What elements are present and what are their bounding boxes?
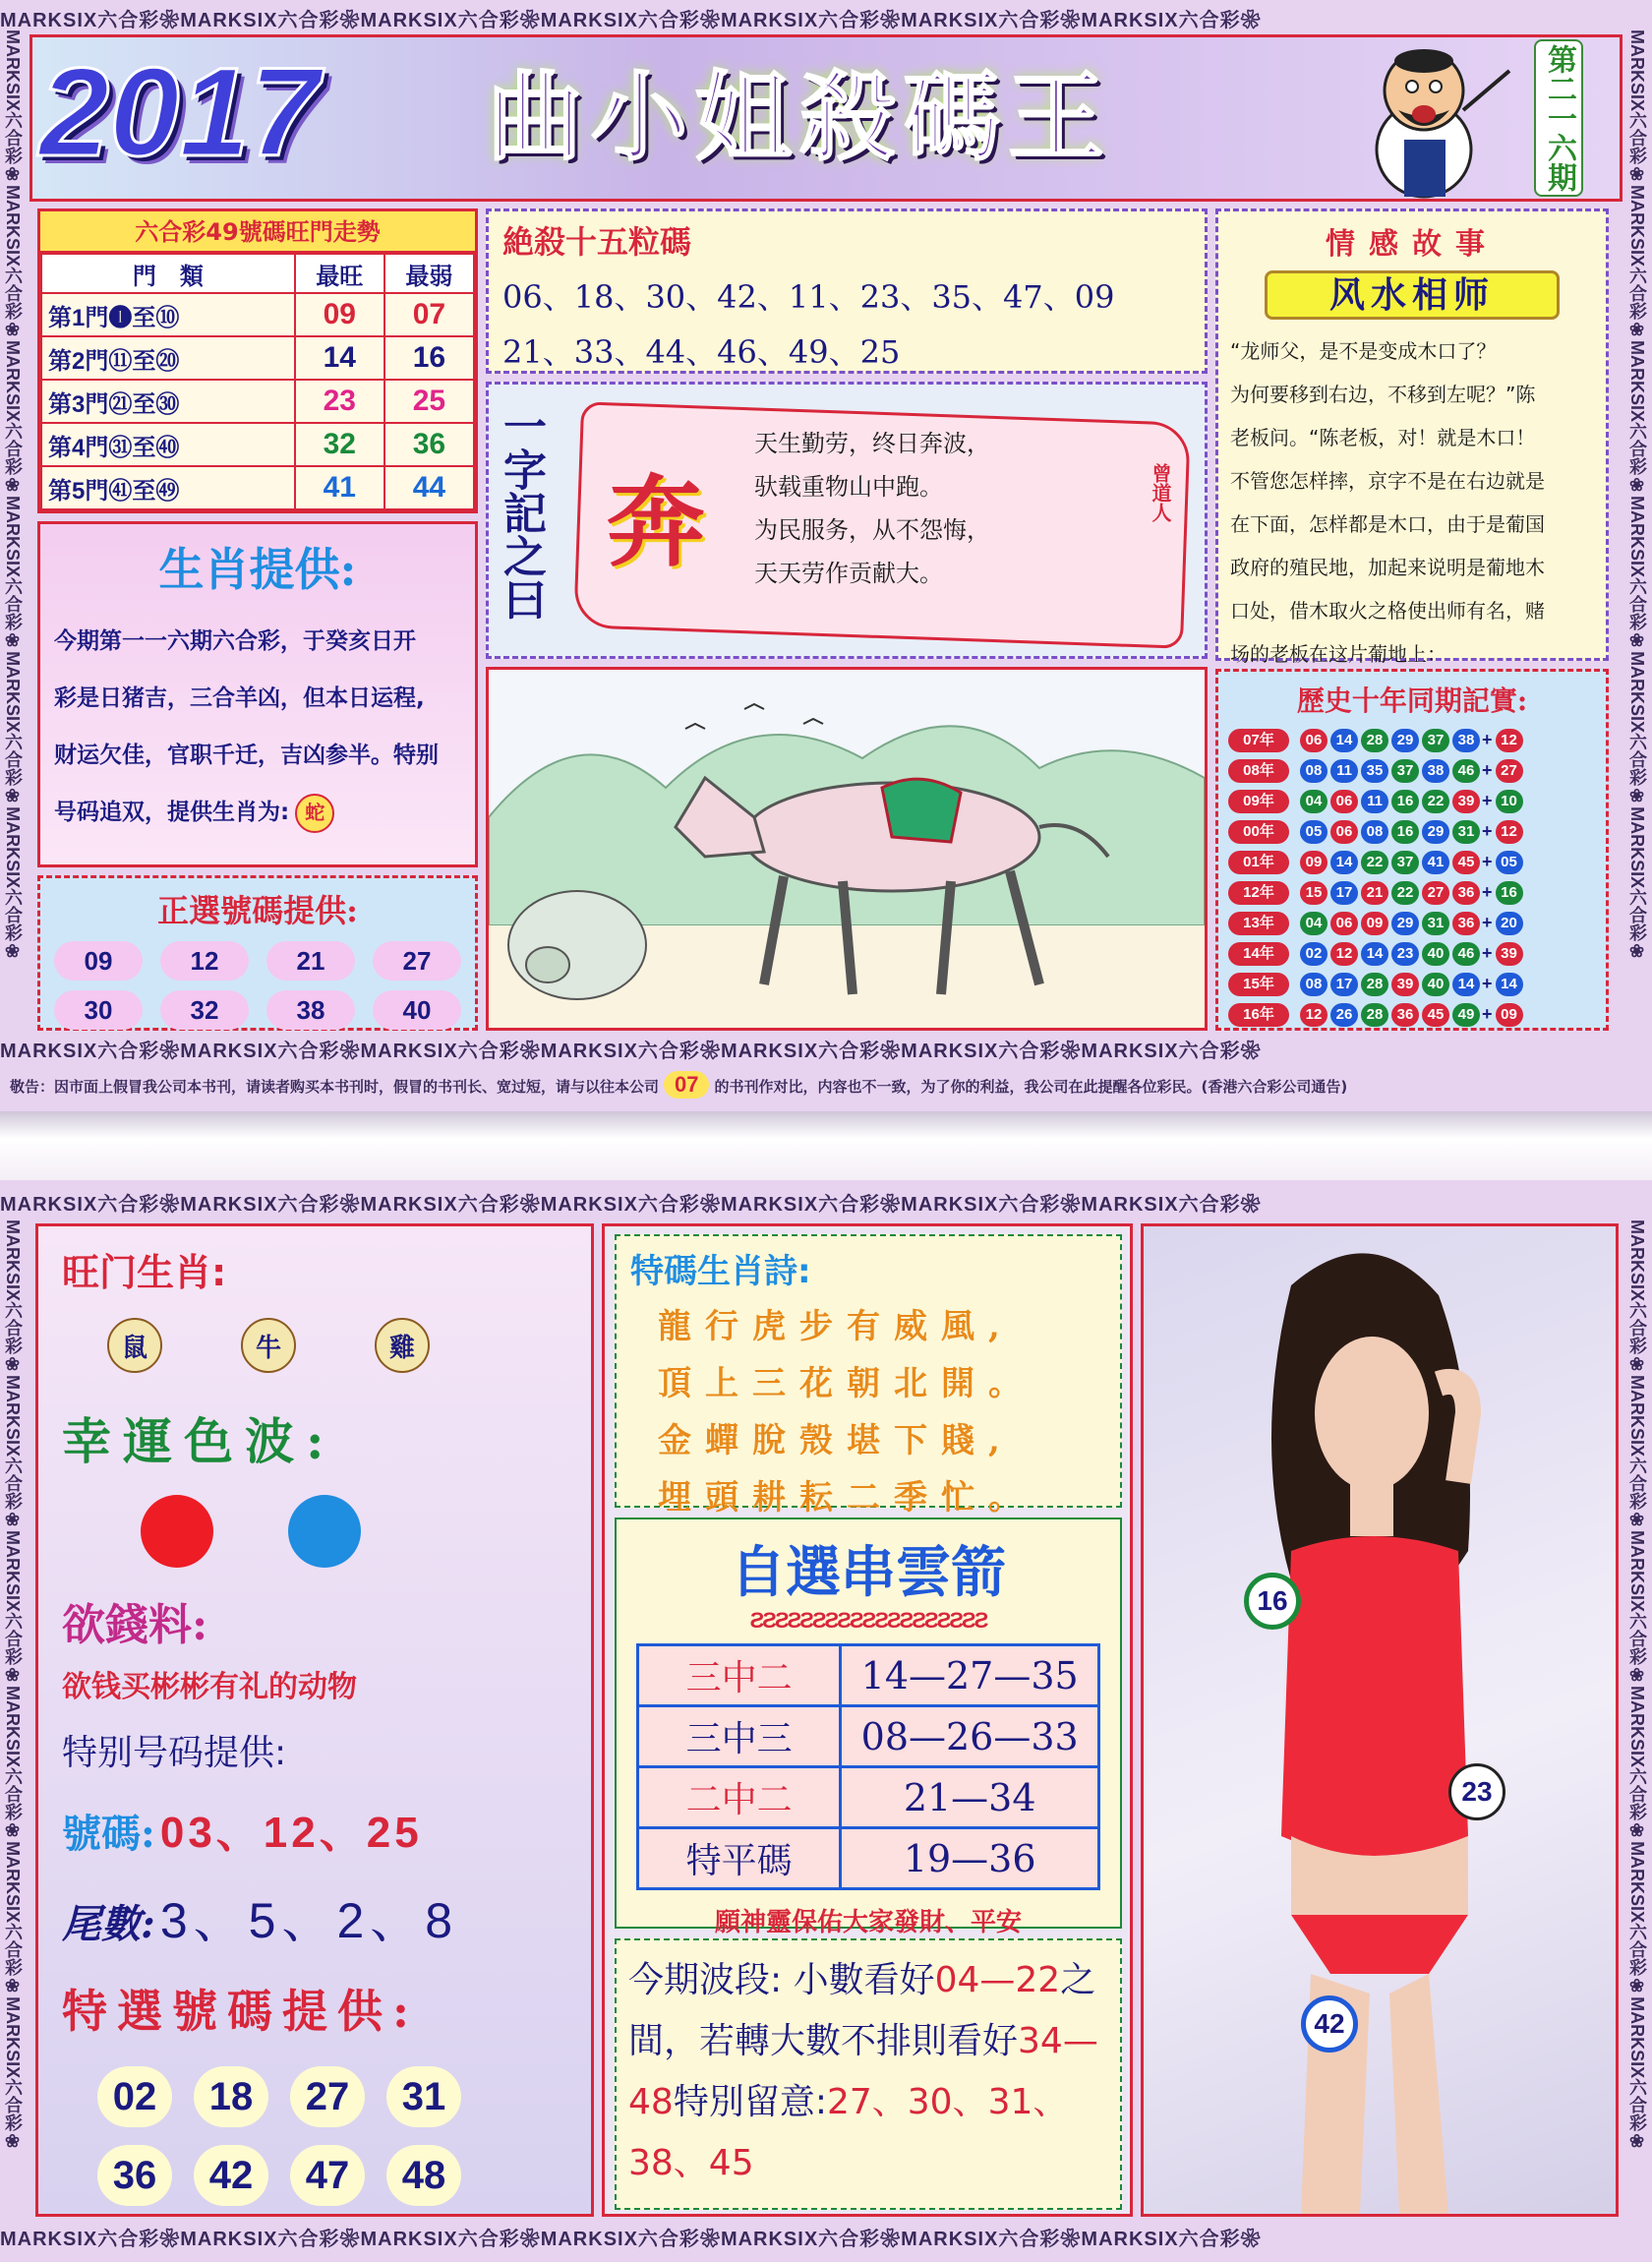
story-title: 风水相师 [1265,270,1560,320]
history-number: 40 [1422,942,1449,966]
history-number: 31 [1422,912,1449,935]
table-row: 第3門㉑至㉚ 23 25 [41,380,474,423]
history-special: 09 [1496,1003,1523,1027]
arrow-blessing: 願神靈保佑大家發財、平安 [714,1908,1022,1937]
tail-line: 尾數: 3、5、2、8 [62,1893,459,1948]
history-number: 05 [1300,820,1328,844]
history-panel [1215,669,1609,1031]
history-number: 46 [1452,759,1480,783]
history-special: 27 [1496,759,1523,783]
photo-badge: 42 [1301,1995,1358,2053]
mascot-illustration [1347,31,1514,199]
word-char: 奔 [607,464,705,580]
history-year: 16年 [1228,1003,1289,1027]
select-title: 特選號碼提供: [62,1985,419,2038]
history-row [1228,786,1596,816]
history-number: 45 [1452,851,1480,874]
history-number: 36 [1452,881,1480,905]
doors-header-hot: 最旺 [295,254,384,293]
photo-badge: 23 [1448,1763,1505,1820]
history-number: 16 [1391,790,1419,813]
middle-column [602,1223,1133,2217]
history-plus: + [1482,852,1493,871]
lucky-panel [35,1223,594,2217]
history-special: 14 [1496,973,1523,996]
picks-title: 正選號碼提供: [157,892,358,929]
history-row [1228,877,1596,908]
history-special: 39 [1496,942,1523,966]
word-panel [486,382,1208,659]
animal-badge: 牛 [241,1318,296,1373]
brand-strip-right: MARKSIX六合彩❀MARKSIX六合彩❀MARKSIX六合彩❀MARKSIX六合彩❀MARKSIX六合彩❀MARKSIX六合彩❀ [1627,30,1647,963]
history-number: 37 [1391,851,1419,874]
history-number: 04 [1300,912,1328,935]
history-number: 14 [1452,973,1480,996]
donkey-illustration [489,670,1205,1028]
history-special: 12 [1496,729,1523,752]
bottom-sheet [0,1180,1652,2262]
history-row [1228,725,1596,755]
haoma-line: 號碼: 03、12、25 [62,1809,423,1857]
history-number: 22 [1361,851,1388,874]
history-year: 13年 [1228,912,1289,935]
picks-panel [37,875,478,1031]
history-number: 11 [1330,759,1358,783]
history-number: 14 [1330,851,1358,874]
doors-panel [37,208,478,513]
history-number: 26 [1330,1003,1358,1027]
history-plus: + [1482,1004,1493,1024]
history-number: 06 [1300,729,1328,752]
tail-numbers: 3、5、2、8 [159,1893,459,1948]
table-row: 第2門⑪至⑳ 14 16 [41,336,474,380]
history-number: 38 [1452,729,1480,752]
history-plus: + [1482,791,1493,810]
picks-grid [54,941,461,1030]
history-number: 22 [1391,881,1419,905]
history-year: 09年 [1228,790,1289,813]
special-title: 特别号码提供: [62,1733,287,1773]
history-number: 04 [1300,790,1328,813]
history-number: 22 [1422,790,1449,813]
history-number: 17 [1330,881,1358,905]
table-row: 三中三 08—26—33 [638,1706,1099,1767]
history-number: 39 [1391,973,1419,996]
history-plus: + [1482,974,1493,993]
money-title: 欲錢料: [62,1600,208,1650]
history-number: 41 [1422,851,1449,874]
history-title: 歷史十年同期記實: [1296,685,1528,717]
doors-header-type: 門 類 [41,254,295,293]
history-plus: + [1482,760,1493,780]
select-number: 42 [194,2145,268,2206]
model-photo [1144,1226,1616,2214]
history-row [1228,755,1596,786]
table-row: 第4門㉛至㊵ 32 36 [41,423,474,466]
history-number: 11 [1361,790,1388,813]
word-sign: 曾道人 [1149,463,1172,522]
poem-panel [615,1234,1122,1518]
history-number: 29 [1391,729,1419,752]
history-number: 39 [1452,790,1480,813]
history-special: 16 [1496,881,1523,905]
history-year: 12年 [1228,881,1289,905]
history-number: 15 [1300,881,1328,905]
history-number: 31 [1452,820,1480,844]
history-number: 36 [1391,1003,1419,1027]
history-number: 35 [1361,759,1388,783]
doors-title: 六合彩49號碼旺門走勢 [40,211,475,253]
history-number: 37 [1391,759,1419,783]
history-number: 21 [1361,881,1388,905]
history-number: 09 [1300,851,1328,874]
history-rows [1228,725,1596,1030]
history-number: 06 [1330,820,1358,844]
brand-strip-mid: MARKSIX六合彩❀MARKSIX六合彩❀MARKSIX六合彩❀MARKSIX六合彩❀MARKSIX六合彩❀MARKSIX六合彩❀MARKSIX六合彩❀ [0,1041,1262,1060]
select-number: 36 [97,2145,172,2206]
pick-number: 09 [54,941,143,981]
pick-number: 32 [160,990,249,1030]
history-row [1228,938,1596,969]
table-row: 特平碼 19—36 [638,1828,1099,1889]
history-number: 37 [1422,729,1449,752]
story-body: “龙师父，是不是变成木口了？ 为何要移到右边，不移到左呢？”陈 老板问。“陈老板，对！就是木口！ 不管您怎样摔，京字不是在右边就是 在下面，怎样都是木口，由于是葡国 政府的殖民地，加起来说明是葡地木 口处，借木取火之格使出师有名，赌 场的老板在这片葡地上： [1230,339,1545,666]
history-number: 27 [1422,881,1449,905]
history-plus: + [1482,943,1493,963]
history-number: 28 [1361,1003,1388,1027]
pick-number: 30 [54,990,143,1030]
history-number: 02 [1300,942,1328,966]
red-wave-dot [141,1495,213,1568]
lucky-animals [107,1318,567,1373]
poem-title: 特碼生肖詩: [630,1252,811,1291]
history-number: 29 [1422,820,1449,844]
photo-badge: 16 [1244,1573,1301,1630]
select-number: 47 [290,2145,365,2206]
lucky-title: 旺门生肖: [62,1251,227,1294]
history-number: 17 [1330,973,1358,996]
blue-wave-dot [288,1495,361,1568]
select-number: 27 [290,2066,365,2127]
sheet-gap [0,1111,1652,1180]
history-number: 12 [1330,942,1358,966]
history-year: 07年 [1228,729,1289,752]
word-poem: 天生勤劳，终日奔波， 驮载重物山中跑。 为民服务，从不怨悔， 天天劳作贡献大。 [754,430,990,587]
history-number: 40 [1422,973,1449,996]
brand-strip-right-2: MARKSIX六合彩❀MARKSIX六合彩❀MARKSIX六合彩❀MARKSIX六合彩❀MARKSIX六合彩❀MARKSIX六合彩❀ [1627,1220,1647,2153]
doors-header-cold: 最弱 [384,254,474,293]
kill-line-2: 21、33、44、46、49、25 [502,333,901,371]
photo-panel [1141,1223,1619,2217]
arrow-panel [615,1518,1122,1937]
kill-line-1: 06、18、30、42、11、23、35、47、09 [502,278,1115,316]
history-number: 45 [1422,1003,1449,1027]
wave-panel: 今期波段: 小數看好04—22之間，若轉大數不排則看好34—48特別留意:27、30、31、38、45 [615,1938,1122,2210]
history-number: 08 [1361,820,1388,844]
wave-colors [141,1495,567,1568]
notice-number: 07 [664,1071,709,1099]
history-number: 23 [1391,942,1419,966]
zodiac-title: 生肖提供: [158,543,357,596]
history-row [1228,969,1596,999]
story-tag: 情感故事 [1326,227,1499,262]
top-sheet [0,0,1652,1111]
year-title: 2017 [39,42,320,183]
zodiac-badge: 蛇 [295,794,334,833]
history-year: 14年 [1228,942,1289,966]
history-special: 10 [1496,790,1523,813]
doors-table [40,253,475,510]
history-number: 09 [1361,912,1388,935]
kill-panel [486,208,1208,374]
history-number: 16 [1391,820,1419,844]
history-number: 49 [1452,1003,1480,1027]
history-plus: + [1482,821,1493,841]
history-number: 14 [1361,942,1388,966]
zodiac-panel [37,521,478,867]
history-number: 28 [1361,729,1388,752]
select-number: 18 [194,2066,268,2127]
history-number: 08 [1300,759,1328,783]
money-line: 欲钱买彬彬有礼的动物 [62,1670,357,1704]
notice-bar: 敬告：因市面上假冒我公司本书刊，请读者购买本书刊时，假冒的书刊长、宽过短，请与以往本公司 07 的书刊作对比，内容也不一致，为了你的利益，我公司在此提醒各位彩民。(香港六合彩公司通告) [10,1072,1348,1097]
brand-strip-left-2: MARKSIX六合彩❀MARKSIX六合彩❀MARKSIX六合彩❀MARKSIX六合彩❀MARKSIX六合彩❀MARKSIX六合彩❀ [3,1220,23,2153]
history-number: 06 [1330,790,1358,813]
pick-number: 21 [266,941,355,981]
history-special: 20 [1496,912,1523,935]
zodiac-body: 今期第一一六期六合彩，于癸亥日开 彩是日猪吉，三合羊凶，但本日运程, 财运欠佳，官职千迁，吉凶参半。特别 号码追双，提供生肖为: 蛇 [54,613,461,841]
history-year: 15年 [1228,973,1289,996]
table-row: 第5門㊶至㊾ 41 44 [41,466,474,509]
pick-number: 40 [373,990,461,1030]
history-number: 08 [1300,973,1328,996]
history-number: 28 [1361,973,1388,996]
story-panel [1215,208,1609,666]
pick-number: 12 [160,941,249,981]
history-row [1228,847,1596,877]
select-number: 48 [386,2145,461,2206]
arrow-divider: ƧƧƧƧƧƧƧƧƧƧƧƧƧƧƧƧƧƧƧ [749,1608,987,1633]
history-row [1228,816,1596,847]
history-number: 12 [1300,1003,1328,1027]
haoma-numbers: 03、12、25 [159,1809,423,1857]
pick-number: 27 [373,941,461,981]
history-number: 06 [1330,912,1358,935]
poem-body: 龍行虎步有威風, 頂上三花朝北開。 金蟬脫殼堪下賤, 埋頭耕耘二季忙。 [658,1307,1035,1518]
select-grid [97,2066,567,2206]
select-number: 31 [386,2066,461,2127]
history-special: 12 [1496,820,1523,844]
history-plus: + [1482,913,1493,932]
brand-strip-top-2: MARKSIX六合彩❀MARKSIX六合彩❀MARKSIX六合彩❀MARKSIX六合彩❀MARKSIX六合彩❀MARKSIX六合彩❀MARKSIX六合彩❀ [0,1194,1262,1214]
history-row [1228,999,1596,1030]
history-year: 01年 [1228,851,1289,874]
arrow-table [636,1643,1100,1890]
history-special: 05 [1496,851,1523,874]
table-row: 二中二 21—34 [638,1767,1099,1828]
table-row: 第1門❶至⑩ 09 07 [41,293,474,336]
brand-strip-bottom: MARKSIX六合彩❀MARKSIX六合彩❀MARKSIX六合彩❀MARKSIX六合彩❀MARKSIX六合彩❀MARKSIX六合彩❀MARKSIX六合彩❀ [0,2229,1262,2248]
pick-number: 38 [266,990,355,1030]
issue-number: 第二一六期 [1534,39,1583,197]
brand-strip-top: MARKSIX六合彩❀MARKSIX六合彩❀MARKSIX六合彩❀MARKSIX六合彩❀MARKSIX六合彩❀MARKSIX六合彩❀MARKSIX六合彩❀ [0,10,1262,30]
animal-badge: 鼠 [107,1318,162,1373]
illustration-panel [486,667,1208,1031]
history-number: 38 [1422,759,1449,783]
wave-title: 幸運色波: [62,1412,336,1470]
history-number: 29 [1391,912,1419,935]
history-year: 08年 [1228,759,1289,783]
history-number: 14 [1330,729,1358,752]
word-side-label: 一字記之曰 [496,404,546,621]
history-number: 36 [1452,912,1480,935]
kill-title: 絶殺十五粒碼 [502,223,692,261]
table-row: 三中二 14—27—35 [638,1645,1099,1706]
brand-strip-left: MARKSIX六合彩❀MARKSIX六合彩❀MARKSIX六合彩❀MARKSIX六合彩❀MARKSIX六合彩❀MARKSIX六合彩❀ [3,30,23,963]
history-number: 46 [1452,942,1480,966]
history-plus: + [1482,882,1493,902]
history-row [1228,908,1596,938]
arrow-title: 自選串雲箭 [731,1541,1006,1605]
history-year: 00年 [1228,820,1289,844]
history-plus: + [1482,730,1493,749]
page-title: 曲小姐殺碼王 [487,61,1113,174]
select-number: 02 [97,2066,172,2127]
animal-badge: 雞 [375,1318,430,1373]
